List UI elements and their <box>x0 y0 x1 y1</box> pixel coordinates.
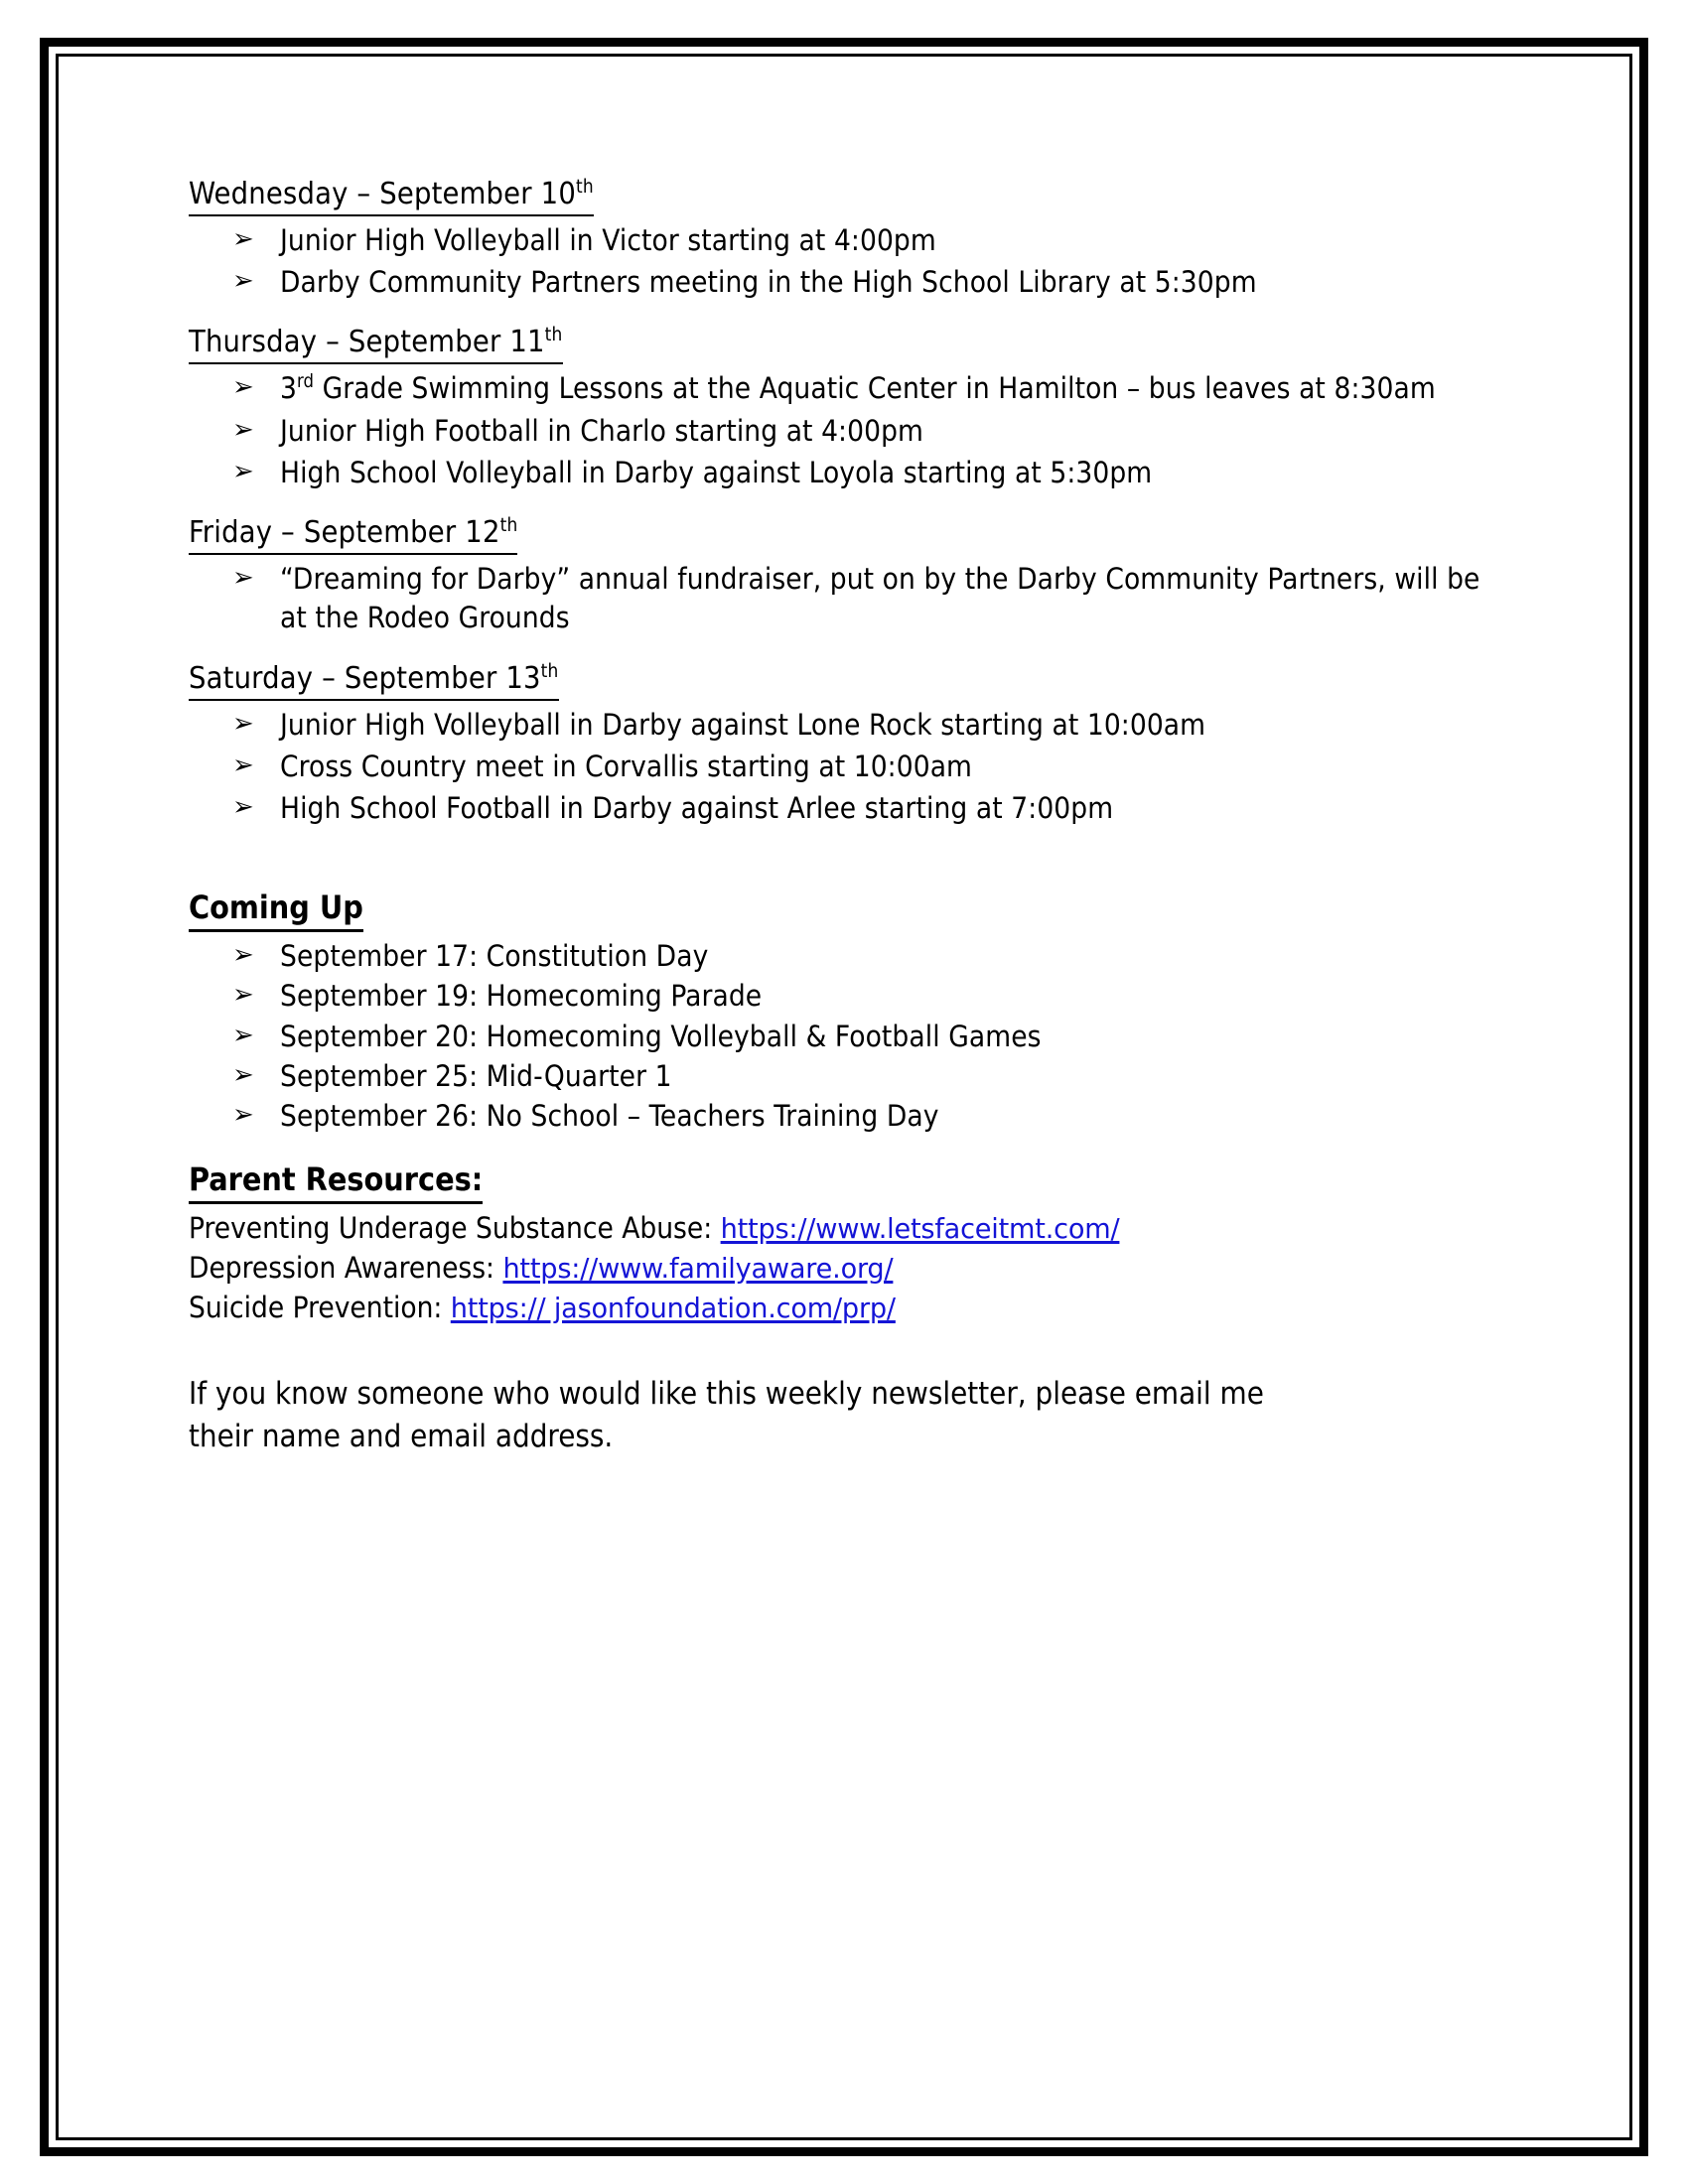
link-letsfaceitmt[interactable]: https://www.letsfaceitmt.com/ <box>720 1213 1120 1245</box>
event-text: September 17: Constitution Day <box>280 939 709 974</box>
day-block-thursday <box>189 325 1489 492</box>
link-familyaware[interactable]: https://www.familyaware.org/ <box>502 1253 894 1285</box>
newsletter-content <box>189 177 1489 1488</box>
list-item <box>189 560 1489 637</box>
coming-up-list <box>189 937 1489 1136</box>
event-text: Darby Community Partners meeting in the High School Library at 5:30pm <box>280 265 1257 300</box>
coming-up-heading: Coming Up <box>189 889 363 932</box>
bullet-arrow-icon: ➢ <box>232 980 254 1011</box>
day-block-wednesday <box>189 177 1489 302</box>
bullet-arrow-icon: ➢ <box>232 1099 254 1130</box>
event-text: September 25: Mid-Quarter 1 <box>280 1058 672 1093</box>
bullet-arrow-icon: ➢ <box>232 414 254 445</box>
event-text: September 19: Homecoming Parade <box>280 979 763 1014</box>
event-text: Junior High Volleyball in Darby against Lone Rock starting at 10:00am <box>280 707 1206 742</box>
resource-label: Depression Awareness: <box>189 1250 503 1285</box>
bullet-arrow-icon: ➢ <box>232 563 254 594</box>
day-block-saturday <box>189 661 1489 829</box>
day-heading-saturday: Saturday – September 13th <box>189 661 559 701</box>
list-item <box>189 369 1489 408</box>
section-parent-resources <box>189 1161 1489 1327</box>
day-heading-thursday: Thursday – September 11th <box>189 325 563 364</box>
event-text: “Dreaming for Darby” annual fundraiser, put on by the Darby Community Partners, will be at the Rodeo Grounds <box>280 562 1480 635</box>
parent-resources-heading: Parent Resources: <box>189 1161 483 1204</box>
event-text: 3rd Grade Swimming Lessons at the Aquatic Center in Hamilton – bus leaves at 8:30am <box>280 371 1436 406</box>
day-events-list-thursday <box>189 369 1489 492</box>
ordinal-suffix: rd <box>296 371 315 393</box>
closing-note: If you know someone who would like this weekly newsletter, please email me their name and email address. <box>189 1376 1264 1454</box>
day-events-list-wednesday <box>189 221 1489 302</box>
ordinal-suffix: th <box>540 659 559 682</box>
bullet-arrow-icon: ➢ <box>232 708 254 739</box>
bullet-arrow-icon: ➢ <box>232 266 254 297</box>
ordinal-suffix: th <box>544 324 563 346</box>
event-text: Junior High Football in Charlo starting at 4:00pm <box>280 413 923 448</box>
list-item <box>189 412 1489 451</box>
list-item <box>189 454 1489 492</box>
list-item <box>189 748 1489 786</box>
bullet-arrow-icon: ➢ <box>232 940 254 971</box>
ordinal-suffix: th <box>575 175 594 198</box>
list-item <box>189 1097 1489 1136</box>
resource-label: Suicide Prevention: <box>189 1290 451 1324</box>
event-text: High School Football in Darby against Arlee starting at 7:00pm <box>280 791 1114 826</box>
list-item <box>189 706 1489 745</box>
coming-up-heading-row <box>189 889 1489 932</box>
event-text: High School Volleyball in Darby against Loyola starting at 5:30pm <box>280 455 1153 489</box>
resource-line-depression <box>189 1249 1489 1289</box>
parent-resources-heading-row <box>189 1161 1489 1204</box>
bullet-arrow-icon: ➢ <box>232 750 254 780</box>
list-item <box>189 1057 1489 1096</box>
list-item <box>189 977 1489 1016</box>
list-item <box>189 937 1489 976</box>
bullet-arrow-icon: ➢ <box>232 456 254 486</box>
day-heading-row <box>189 515 1489 555</box>
bullet-arrow-icon: ➢ <box>232 223 254 254</box>
bullet-arrow-icon: ➢ <box>232 792 254 823</box>
day-heading-row <box>189 177 1489 216</box>
bullet-arrow-icon: ➢ <box>232 372 254 403</box>
bullet-arrow-icon: ➢ <box>232 1020 254 1050</box>
resource-line-suicide-prevention <box>189 1289 1489 1328</box>
day-events-list-friday <box>189 560 1489 637</box>
section-coming-up <box>189 889 1489 1136</box>
event-text: Junior High Volleyball in Victor starting at 4:00pm <box>280 222 936 257</box>
day-heading-row <box>189 325 1489 364</box>
bullet-arrow-icon: ➢ <box>232 1059 254 1090</box>
resource-label: Preventing Underage Substance Abuse: <box>189 1210 721 1245</box>
list-item <box>189 221 1489 260</box>
event-text-rest: Grade Swimming Lessons at the Aquatic Center in Hamilton – bus leaves at 8:30am <box>314 371 1436 406</box>
list-item <box>189 263 1489 302</box>
link-jasonfoundation[interactable]: https:// jasonfoundation.com/prp/ <box>450 1293 896 1324</box>
event-text: September 26: No School – Teachers Training Day <box>280 1098 939 1133</box>
day-heading-wednesday: Wednesday – September 10th <box>189 177 594 216</box>
resource-line-substance-abuse <box>189 1209 1489 1249</box>
day-heading-friday: Friday – September 12th <box>189 515 517 555</box>
ordinal-suffix: th <box>499 513 518 536</box>
event-text: September 20: Homecoming Volleyball & Football Games <box>280 1019 1042 1053</box>
day-block-friday <box>189 515 1489 637</box>
list-item <box>189 789 1489 828</box>
day-heading-row <box>189 661 1489 701</box>
day-events-list-saturday <box>189 706 1489 829</box>
list-item <box>189 1018 1489 1056</box>
event-text: Cross Country meet in Corvallis starting at 10:00am <box>280 749 973 783</box>
